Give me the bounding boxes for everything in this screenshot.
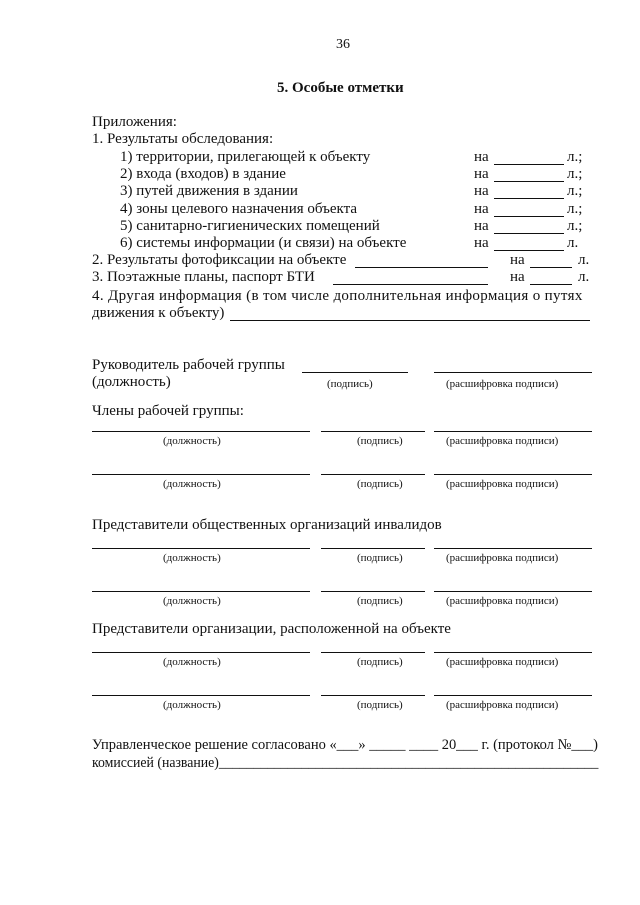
decoding-caption: (расшифровка подписи) (446, 552, 559, 564)
other-info-blank[interactable] (230, 320, 590, 321)
sub-item-label: 5) санитарно-гигиенических помещений (120, 218, 380, 234)
signature-caption: (подпись) (357, 656, 403, 668)
decoding-caption: (расшифровка подписи) (446, 435, 559, 447)
decoding-caption: (расшифровка подписи) (446, 699, 559, 711)
signature-caption: (подпись) (357, 699, 403, 711)
position-caption: (должность) (163, 656, 221, 668)
attachment-item-2-suffix: л. (578, 252, 590, 268)
decision-line-1: Управленческое решение согласовано «___» _____ ____ 20___ г. (протокол №___) (92, 737, 598, 753)
sub-item-na: на (474, 166, 489, 182)
public-org-position-blank[interactable] (92, 591, 310, 592)
bti-blank[interactable] (333, 284, 488, 285)
object-org-signature-blank[interactable] (321, 652, 425, 653)
sub-item-label: 6) системы информации (и связи) на объекте (120, 235, 407, 251)
sub-item-suffix: л.; (567, 183, 583, 199)
public-org-signature-blank[interactable] (321, 548, 425, 549)
sub-item-na: на (474, 183, 489, 199)
attachment-item-2: 2. Результаты фотофиксации на объекте (92, 252, 347, 268)
decoding-caption: (расшифровка подписи) (446, 595, 559, 607)
bti-pages-blank[interactable] (530, 284, 572, 285)
object-org-decoding-blank[interactable] (434, 652, 592, 653)
decision-line-2: комиссией (название)_______________________________________________________ (92, 755, 599, 771)
sub-item-na: на (474, 149, 489, 165)
member-decoding-blank[interactable] (434, 431, 592, 432)
sub-item-na: на (474, 235, 489, 251)
attachment-item-4-line2: движения к объекту) (92, 305, 225, 321)
member-decoding-blank[interactable] (434, 474, 592, 475)
attachment-item-1: 1. Результаты обследования: (92, 131, 274, 147)
attachment-item-3-suffix: л. (578, 269, 590, 285)
member-position-blank[interactable] (92, 474, 310, 475)
sub-item-blank[interactable] (494, 216, 564, 217)
leader-decoding-blank[interactable] (434, 372, 592, 373)
member-signature-blank[interactable] (321, 431, 425, 432)
public-org-position-blank[interactable] (92, 548, 310, 549)
member-position-blank[interactable] (92, 431, 310, 432)
photo-fixation-blank[interactable] (355, 267, 488, 268)
position-caption: (должность) (163, 699, 221, 711)
object-org-decoding-blank[interactable] (434, 695, 592, 696)
sub-item-blank[interactable] (494, 250, 564, 251)
sub-item-suffix: л.; (567, 166, 583, 182)
sub-item-na: на (474, 201, 489, 217)
decoding-caption: (расшифровка подписи) (446, 478, 559, 490)
sub-item-suffix: л. (567, 235, 579, 251)
attachments-heading: Приложения: (92, 114, 177, 130)
signature-caption: (подпись) (357, 595, 403, 607)
leader-position-label: (должность) (92, 374, 171, 390)
object-org-label: Представители организации, расположенной на объекте (92, 621, 451, 637)
sub-item-label: 4) зоны целевого назначения объекта (120, 201, 358, 217)
page-number: 36 (336, 37, 350, 52)
position-caption: (должность) (163, 435, 221, 447)
object-org-position-blank[interactable] (92, 652, 310, 653)
attachment-item-4-line1: 4. Другая информация (в том числе дополнительная информация о путях (92, 288, 583, 304)
public-orgs-label: Представители общественных организаций инвалидов (92, 517, 442, 533)
signature-caption: (подпись) (357, 478, 403, 490)
attachment-item-3: 3. Поэтажные планы, паспорт БТИ (92, 269, 315, 285)
attachment-item-2-na: на (510, 252, 525, 268)
photo-fixation-pages-blank[interactable] (530, 267, 572, 268)
public-org-signature-blank[interactable] (321, 591, 425, 592)
position-caption: (должность) (163, 552, 221, 564)
sub-item-label: 3) путей движения в здании (120, 183, 298, 199)
public-org-decoding-blank[interactable] (434, 591, 592, 592)
sub-item-label: 2) входа (входов) в здание (120, 166, 286, 182)
section-title: 5. Особые отметки (277, 80, 404, 96)
signature-caption: (подпись) (357, 552, 403, 564)
members-label: Члены рабочей группы: (92, 403, 244, 419)
leader-signature-blank[interactable] (302, 372, 408, 373)
object-org-signature-blank[interactable] (321, 695, 425, 696)
position-caption: (должность) (163, 595, 221, 607)
position-caption: (должность) (163, 478, 221, 490)
sub-item-suffix: л.; (567, 218, 583, 234)
leader-signature-caption: (подпись) (327, 378, 373, 390)
member-signature-blank[interactable] (321, 474, 425, 475)
sub-item-na: на (474, 218, 489, 234)
signature-caption: (подпись) (357, 435, 403, 447)
sub-item-suffix: л.; (567, 201, 583, 217)
attachment-item-3-na: на (510, 269, 525, 285)
sub-item-label: 1) территории, прилегающей к объекту (120, 149, 371, 165)
sub-item-suffix: л.; (567, 149, 583, 165)
sub-item-blank[interactable] (494, 164, 564, 165)
decoding-caption: (расшифровка подписи) (446, 656, 559, 668)
leader-label: Руководитель рабочей группы (92, 357, 285, 373)
public-org-decoding-blank[interactable] (434, 548, 592, 549)
leader-decoding-caption: (расшифровка подписи) (446, 378, 559, 390)
sub-item-blank[interactable] (494, 181, 564, 182)
sub-item-blank[interactable] (494, 198, 564, 199)
sub-item-blank[interactable] (494, 233, 564, 234)
object-org-position-blank[interactable] (92, 695, 310, 696)
